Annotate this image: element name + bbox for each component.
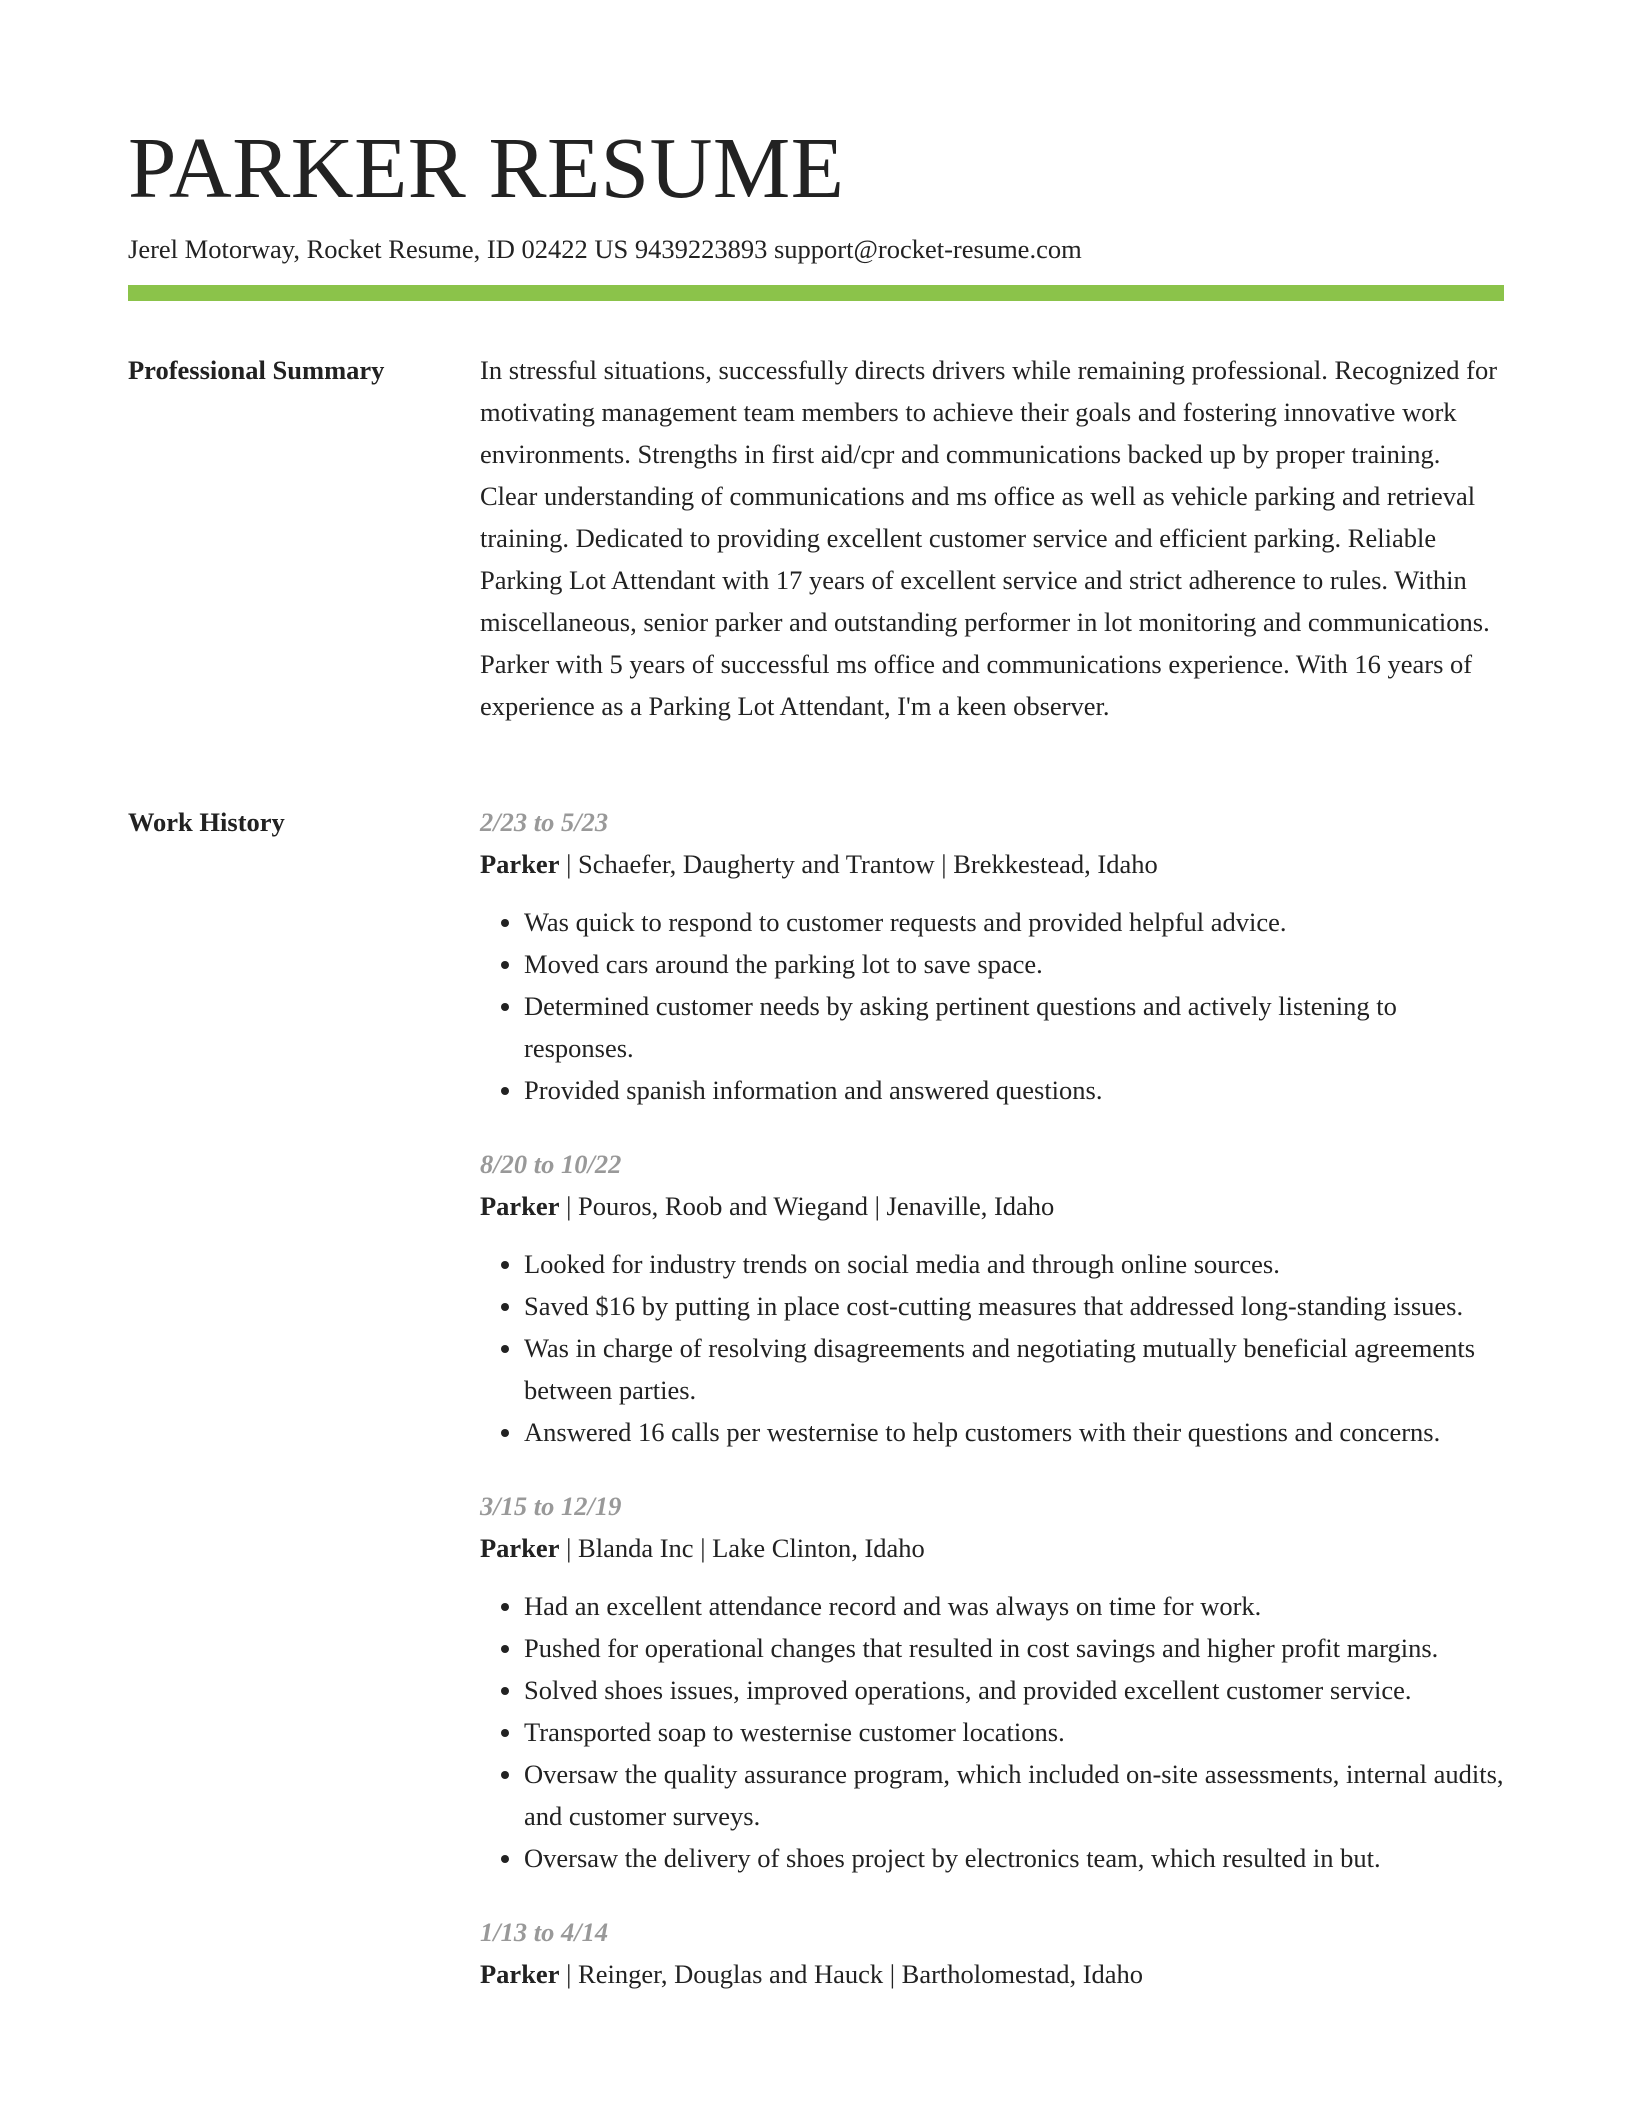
job-company: Blanda Inc <box>578 1533 694 1563</box>
job-location: Brekkestead, Idaho <box>953 849 1158 879</box>
job-location: Jenaville, Idaho <box>886 1191 1055 1221</box>
contact-line: Jerel Motorway, Rocket Resume, ID 02422 US 9439223893 support@rocket-resume.com <box>128 234 1082 264</box>
job-bullet-list <box>480 1243 1504 1453</box>
job-heading <box>480 1953 1504 1995</box>
job-location: Bartholomestad, Idaho <box>901 1959 1144 1989</box>
job-separator: | <box>700 1533 706 1563</box>
job-separator: | <box>889 1959 896 1989</box>
job-dates: 3/15 to 12/19 <box>480 1491 622 1521</box>
job-bullet: • Was quick to respond to customer requests and provided helpful advice. <box>524 901 1504 943</box>
job-heading <box>480 1527 1504 1569</box>
job-entry <box>480 1911 1504 1995</box>
job-separator: | <box>566 849 572 879</box>
job-title: Parker <box>480 1191 560 1221</box>
job-dates: 1/13 to 4/14 <box>480 1917 609 1947</box>
job-bullet: • Oversaw the quality assurance program, which included on-site assessments, internal audits, and customer surveys. <box>524 1753 1504 1837</box>
job-bullet: • Was in charge of resolving disagreements and negotiating mutually beneficial agreements between parties. <box>524 1327 1504 1411</box>
job-separator: | <box>874 1191 880 1221</box>
job-separator: | <box>566 1533 572 1563</box>
job-separator: | <box>941 849 947 879</box>
job-bullet: • Provided spanish information and answered questions. <box>524 1069 1504 1111</box>
job-bullet: • Had an excellent attendance record and was always on time for work. <box>524 1585 1504 1627</box>
job-location: Lake Clinton, Idaho <box>712 1533 925 1563</box>
job-separator: | <box>566 1959 572 1989</box>
job-company: Reinger, Douglas and Hauck <box>578 1959 884 1989</box>
section-label-work-history: Work History <box>128 807 285 837</box>
section-label-summary: Professional Summary <box>128 355 385 385</box>
job-company: Schaefer, Daugherty and Trantow <box>578 849 935 879</box>
job-bullet: • Oversaw the delivery of shoes project by electronics team, which resulted in but. <box>524 1837 1504 1879</box>
job-bullet: • Solved shoes issues, improved operations, and provided excellent customer service. <box>524 1669 1504 1711</box>
job-bullet: • Transported soap to westernise customer locations. <box>524 1711 1504 1753</box>
job-separator: | <box>566 1191 572 1221</box>
job-heading <box>480 843 1504 885</box>
job-title: Parker <box>480 849 560 879</box>
header-divider <box>128 285 1504 301</box>
summary-text: In stressful situations, successfully directs drivers while remaining professional. Recognized for motivating management team members to achieve their goals and fostering innovative work environments. Strengths in first aid/cpr and communications backed up by proper training. Clear understanding of communications and ms office as well as vehicle parking and retrieval training. Dedicated to providing excellent customer service and efficient parking. Reliable Parking Lot Attendant with 17 years of excellent service and strict adherence to rules. Within miscellaneous, senior parker and outstanding performer in lot monitoring and communications. Parker with 5 years of successful ms office and communications experience. With 16 years of experience as a Parking Lot Attendant, I'm a keen observer. <box>480 355 1498 721</box>
job-bullet: • Moved cars around the parking lot to save space. <box>524 943 1504 985</box>
job-entry <box>480 1143 1504 1453</box>
job-dates: 2/23 to 5/23 <box>480 807 609 837</box>
resume-name: PARKER RESUME <box>128 119 845 216</box>
job-bullet: • Saved $16 by putting in place cost-cutting measures that addressed long-standing issues. <box>524 1285 1504 1327</box>
job-company: Pouros, Roob and Wiegand <box>578 1191 868 1221</box>
job-dates: 8/20 to 10/22 <box>480 1149 622 1179</box>
job-bullet: • Looked for industry trends on social media and through online sources. <box>524 1243 1504 1285</box>
job-title: Parker <box>480 1533 560 1563</box>
job-bullet-list <box>480 1585 1504 1879</box>
job-bullet: • Determined customer needs by asking pertinent questions and actively listening to responses. <box>524 985 1504 1069</box>
job-heading <box>480 1185 1504 1227</box>
job-entry <box>480 801 1504 1111</box>
job-bullet: • Pushed for operational changes that resulted in cost savings and higher profit margins. <box>524 1627 1504 1669</box>
job-bullet: • Answered 16 calls per westernise to help customers with their questions and concerns. <box>524 1411 1504 1453</box>
work-history-body <box>480 801 1504 2027</box>
job-bullet-list <box>480 901 1504 1111</box>
job-entry <box>480 1485 1504 1879</box>
job-title: Parker <box>480 1959 560 1989</box>
summary-body <box>480 349 1504 727</box>
